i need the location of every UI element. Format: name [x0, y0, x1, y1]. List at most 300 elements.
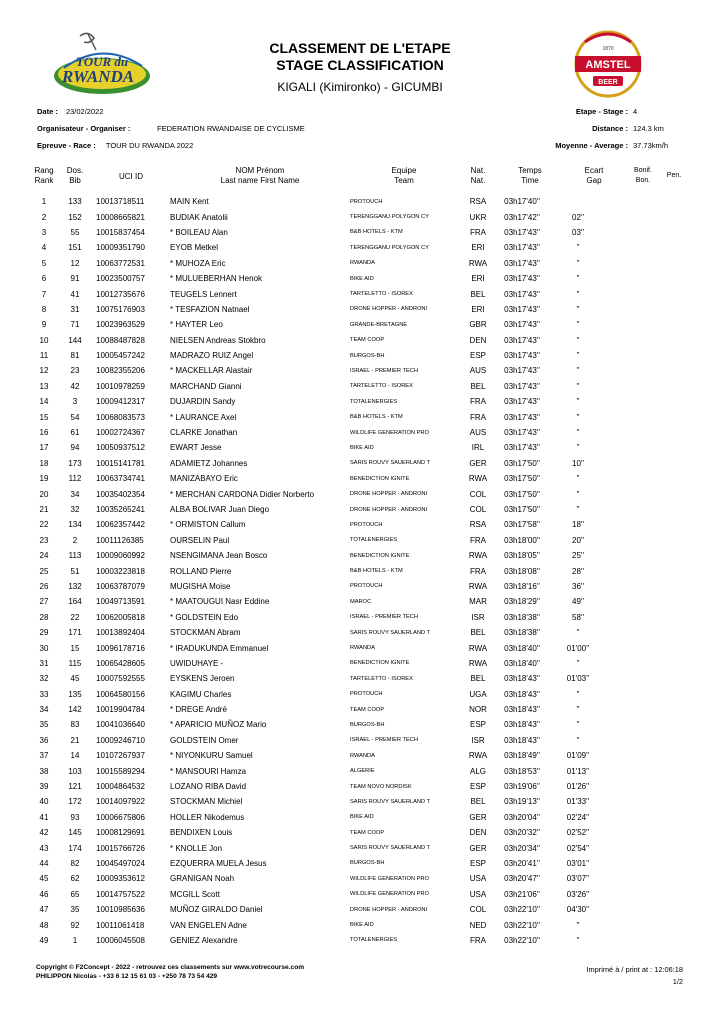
- rank-cell: 19: [39, 474, 49, 484]
- nationality-cell: FRA: [470, 397, 486, 407]
- gap-cell: '': [576, 412, 580, 422]
- time-cell: 03h22'10'': [504, 920, 540, 930]
- gap-cell: '': [576, 428, 580, 438]
- rider-name-cell: DUJARDIN Sandy: [170, 397, 236, 407]
- gap-cell: 02'24'': [566, 812, 590, 822]
- uci-id-cell: 10064580156: [96, 689, 145, 699]
- table-row: [30, 856, 606, 871]
- table-row: [30, 194, 606, 209]
- col-bib-en: Bib: [69, 175, 81, 185]
- amstel-year: 1870: [602, 46, 614, 52]
- race-value: TOUR DU RWANDA 2022: [105, 141, 194, 150]
- table-row: [30, 917, 606, 932]
- rank-cell: 15: [39, 412, 49, 422]
- nationality-cell: BEL: [470, 628, 486, 638]
- gap-cell: 03'': [572, 227, 584, 237]
- team-cell: ISRAEL - PREMIER TECH: [350, 737, 418, 744]
- rank-cell: 45: [39, 874, 49, 884]
- gap-cell: 36'': [572, 581, 584, 591]
- uci-id-cell: 10063734741: [96, 474, 145, 484]
- team-cell: MAROC: [350, 598, 372, 605]
- table-row: [30, 902, 606, 917]
- table-row: [30, 302, 606, 317]
- bib-cell: 2: [72, 535, 78, 545]
- uci-id-cell: 10011061418: [96, 920, 145, 930]
- time-cell: 03h18'38'': [504, 612, 540, 622]
- average-label: Moyenne - Average :: [555, 141, 628, 150]
- col-nat-fr: Nat.: [470, 166, 486, 175]
- rider-name-cell: GOLDSTEIN Omer: [170, 735, 239, 745]
- uci-id-cell: 10009351790: [96, 243, 145, 253]
- gap-cell: '': [576, 628, 580, 638]
- rider-name-cell: * KNOLLE Jon: [170, 843, 223, 853]
- team-cell: ISRAEL - PREMIER TECH: [350, 367, 418, 374]
- bib-cell: 112: [68, 474, 82, 484]
- time-cell: 03h17'50'': [504, 505, 540, 514]
- team-cell: TOTALENERGIES: [350, 937, 398, 944]
- uci-id-cell: 10068083573: [96, 412, 145, 422]
- team-cell: TARTELETTO - ISOREX: [350, 383, 413, 390]
- gap-cell: 03'07'': [566, 874, 590, 884]
- col-bonif-fr: Bonif.: [634, 167, 652, 174]
- nationality-cell: ESP: [469, 858, 486, 868]
- gap-cell: '': [576, 443, 580, 453]
- nationality-cell: ERI: [471, 243, 485, 253]
- time-cell: 03h22'10'': [504, 905, 540, 915]
- bib-cell: 173: [68, 458, 82, 468]
- team-cell: BIKE AID: [350, 814, 374, 821]
- rider-name-cell: EYSKENS Jeroen: [170, 674, 235, 684]
- rider-name-cell: * MAATOUGUI Nasr Eddine: [170, 597, 270, 607]
- rank-cell: 27: [39, 597, 49, 607]
- bib-cell: 32: [70, 505, 80, 514]
- table-row: [30, 225, 606, 240]
- bib-cell: 51: [70, 566, 80, 576]
- team-cell: TARTELETTO - ISOREX: [350, 291, 413, 298]
- rider-name-cell: * MUHOZA Eric: [170, 258, 226, 268]
- time-cell: 03h17'43'': [504, 274, 540, 284]
- rank-cell: 42: [39, 828, 49, 838]
- team-cell: PROTOUCH: [350, 521, 383, 528]
- team-cell: BURGOS-BH: [350, 352, 385, 359]
- bib-cell: 82: [70, 858, 80, 868]
- bib-cell: 121: [68, 782, 82, 792]
- team-cell: ALGERIE: [350, 768, 375, 775]
- rider-name-cell: * DREGE André: [170, 705, 227, 715]
- table-row: [30, 748, 606, 763]
- col-team-en: Team: [394, 175, 414, 185]
- date-value: 23/02/2022: [65, 107, 104, 116]
- organiser-label: Organisateur - Organiser :: [37, 124, 131, 133]
- rank-cell: 44: [39, 858, 49, 868]
- gap-cell: '': [576, 274, 580, 284]
- rank-cell: 39: [39, 782, 49, 792]
- team-cell: TOTALENERGIES: [350, 398, 398, 405]
- rider-name-cell: BENDIXEN Louis: [170, 828, 233, 838]
- rank-cell: 28: [39, 612, 49, 622]
- nationality-cell: UGA: [469, 689, 487, 699]
- rider-name-cell: OURSELIN Paul: [170, 535, 230, 545]
- time-cell: 03h18'53'': [504, 766, 540, 776]
- rider-name-cell: NSENGIMANA Jean Bosco: [170, 551, 268, 561]
- rank-cell: 7: [41, 289, 47, 299]
- rider-name-cell: GENIEZ Alexandre: [170, 935, 238, 945]
- rank-cell: 43: [39, 843, 49, 853]
- distance-label: Distance :: [592, 124, 628, 133]
- time-cell: 03h18'08'': [504, 566, 540, 576]
- rider-name-cell: MCGILL Scott: [170, 889, 220, 899]
- bib-cell: 92: [70, 920, 80, 930]
- bib-cell: 151: [68, 243, 82, 253]
- col-gap-fr: Ecart: [584, 166, 604, 175]
- col-gap-header: [566, 166, 622, 185]
- col-time-en: Time: [521, 175, 539, 185]
- rank-cell: 38: [39, 766, 49, 776]
- gap-cell: 01'00'': [566, 643, 590, 653]
- uci-id-cell: 10075176903: [96, 304, 145, 314]
- rider-name-cell: ADAMIETZ Johannes: [170, 458, 248, 468]
- time-cell: 03h18'05'': [504, 551, 540, 561]
- table-row: [30, 409, 606, 424]
- team-cell: BIKE AID: [350, 444, 374, 451]
- rank-cell: 3: [41, 227, 47, 237]
- table-row: [30, 317, 606, 332]
- gap-cell: '': [576, 920, 580, 930]
- rider-name-cell: EYOB Metkel: [170, 243, 219, 253]
- col-team-header: [354, 166, 454, 185]
- bib-cell: 164: [68, 597, 82, 607]
- gap-cell: 01'09'': [566, 751, 590, 761]
- nationality-cell: RSA: [469, 197, 487, 207]
- uci-id-cell: 10045497024: [96, 858, 145, 868]
- gap-cell: '': [576, 935, 580, 945]
- nationality-cell: USA: [469, 889, 487, 899]
- gap-cell: '': [576, 474, 580, 484]
- bib-cell: 134: [68, 520, 82, 530]
- uci-id-cell: 10011126385: [96, 535, 144, 545]
- nationality-cell: BEL: [470, 674, 486, 684]
- nationality-cell: FRA: [470, 227, 486, 237]
- rank-cell: 11: [39, 351, 49, 361]
- time-cell: 03h17'43'': [504, 428, 540, 438]
- uci-id-cell: 10035265241: [96, 505, 145, 514]
- uci-id-cell: 10008665821: [96, 212, 145, 222]
- bib-cell: 142: [68, 705, 82, 715]
- rank-cell: 16: [39, 428, 49, 438]
- table-row: [30, 640, 606, 655]
- gap-cell: 28'': [572, 566, 584, 576]
- rank-cell: 47: [39, 905, 49, 915]
- uci-id-cell: 10015141781: [96, 458, 145, 468]
- gap-cell: '': [576, 335, 580, 345]
- col-gap-en: Gap: [586, 175, 602, 185]
- rank-cell: 25: [39, 566, 49, 576]
- time-cell: 03h18'00'': [504, 535, 540, 545]
- team-cell: DRONE HOPPER - ANDRONI: [350, 506, 428, 513]
- organiser-value: FEDERATION RWANDAISE DE CYCLISME: [157, 124, 305, 133]
- uci-id-cell: 10065428605: [96, 658, 145, 668]
- bib-cell: 3: [72, 397, 78, 407]
- nationality-cell: COL: [469, 489, 487, 499]
- bib-cell: 1: [72, 935, 78, 945]
- bib-cell: 91: [70, 274, 80, 284]
- rank-cell: 26: [39, 581, 49, 591]
- team-cell: SARIS ROUVY SAUERLAND T: [350, 460, 431, 467]
- col-pen-header: Pen.: [666, 172, 682, 179]
- col-bib-fr: Dos.: [66, 166, 84, 175]
- distance-label-box: [592, 124, 628, 133]
- rider-name-cell: VAN ENGELEN Adne: [170, 920, 247, 930]
- rider-name-cell: * MACKELLAR Alastair: [170, 366, 253, 376]
- table-row: [30, 425, 606, 440]
- time-cell: 03h18'43'': [504, 705, 540, 715]
- time-cell: 03h18'29'': [504, 597, 540, 607]
- table-row: [30, 502, 606, 517]
- uci-id-cell: 10009246710: [96, 735, 145, 745]
- nationality-cell: BEL: [470, 797, 486, 807]
- gap-cell: 01'33'': [566, 797, 590, 807]
- col-team-fr: Equipe: [391, 166, 417, 175]
- col-time-header: [502, 166, 558, 185]
- team-cell: TERENGGANU POLYGON CY: [350, 214, 429, 221]
- gap-cell: '': [576, 351, 580, 361]
- col-uci-header: UCI ID: [119, 172, 143, 181]
- rank-cell: 6: [41, 274, 47, 284]
- bib-cell: 41: [70, 289, 80, 299]
- rank-cell: 10: [39, 335, 49, 345]
- nationality-cell: FRA: [470, 566, 486, 576]
- uci-id-cell: 10035402354: [96, 489, 145, 499]
- uci-id-cell: 10015766726: [96, 843, 145, 853]
- amstel-beer: BEER: [598, 79, 618, 86]
- table-row: [30, 563, 606, 578]
- table-row: [30, 794, 606, 809]
- time-cell: 03h17'43'': [504, 227, 540, 237]
- rider-name-cell: EWART Jesse: [170, 443, 222, 453]
- time-cell: 03h18'43'': [504, 674, 540, 684]
- col-bonif-en: Bon.: [635, 176, 651, 184]
- footer-contact: PHILIPPON Nicolas - +33 6 12 15 61 03 - +250 78 73 54 429: [36, 972, 218, 980]
- bib-cell: 34: [70, 489, 80, 499]
- team-cell: BENEDICTION IGNITE: [350, 475, 410, 482]
- bib-cell: 23: [70, 366, 80, 376]
- uci-id-cell: 10063772531: [96, 258, 145, 268]
- bib-cell: 135: [68, 689, 82, 699]
- bib-cell: 83: [70, 720, 80, 730]
- rank-cell: 4: [41, 243, 47, 253]
- uci-id-cell: 10014757522: [96, 889, 145, 899]
- time-cell: 03h17'58'': [504, 520, 540, 530]
- time-cell: 03h17'43'': [504, 335, 540, 345]
- bib-cell: 171: [68, 628, 82, 638]
- table-row: [30, 209, 606, 224]
- rank-cell: 41: [39, 812, 49, 822]
- uci-id-cell: 10041036640: [96, 720, 145, 730]
- rank-cell: 33: [39, 689, 49, 699]
- uci-id-cell: 10096178716: [96, 643, 145, 653]
- time-cell: 03h17'43'': [504, 304, 540, 314]
- gap-cell: '': [576, 289, 580, 299]
- team-cell: DRONE HOPPER - ANDRONI: [350, 306, 428, 313]
- nationality-cell: GBR: [469, 320, 487, 330]
- uci-id-cell: 10010985636: [96, 905, 145, 915]
- logo-left-line2: RWANDA: [62, 67, 135, 86]
- nationality-cell: FRA: [470, 935, 486, 945]
- uci-id-cell: 10049713591: [96, 597, 145, 607]
- time-cell: 03h18'43'': [504, 689, 540, 699]
- gap-cell: 49'': [572, 597, 584, 607]
- nationality-cell: RWA: [468, 474, 488, 484]
- title-en: STAGE CLASSIFICATION: [276, 57, 444, 73]
- uci-id-cell: 10006045508: [96, 935, 145, 945]
- gap-cell: '': [576, 320, 580, 330]
- nationality-cell: DEN: [469, 335, 487, 345]
- time-cell: 03h17'43'': [504, 243, 540, 253]
- nationality-cell: COL: [469, 905, 487, 915]
- time-cell: 03h20'41'': [504, 858, 540, 868]
- bib-cell: 144: [68, 335, 82, 345]
- table-row: [30, 533, 606, 548]
- table-row: [30, 840, 606, 855]
- table-row: [30, 271, 606, 286]
- bib-cell: 15: [70, 643, 80, 653]
- uci-id-cell: 10063787079: [96, 581, 145, 591]
- team-cell: DRONE HOPPER - ANDRONI: [350, 491, 428, 498]
- logo-left-line1: TOUR du: [76, 54, 129, 69]
- uci-id-cell: 10005457242: [96, 351, 145, 361]
- rider-name-cell: TEUGELS Lennert: [170, 289, 237, 299]
- uci-id-cell: 10009353612: [96, 874, 145, 884]
- rider-name-cell: * HAYTER Leo: [170, 320, 223, 330]
- nationality-cell: BEL: [470, 289, 486, 299]
- uci-id-cell: 10003223818: [96, 566, 145, 576]
- bib-cell: 65: [70, 889, 80, 899]
- time-cell: 03h20'32'': [504, 828, 540, 838]
- gap-cell: 25'': [572, 551, 584, 561]
- bib-cell: 61: [70, 428, 80, 438]
- rank-cell: 48: [39, 920, 49, 930]
- nationality-cell: USA: [469, 874, 487, 884]
- rider-name-cell: MARCHAND Gianni: [170, 381, 242, 391]
- bib-cell: 22: [70, 612, 80, 622]
- team-cell: DRONE HOPPER - ANDRONI: [350, 906, 428, 913]
- time-cell: 03h18'38'': [504, 628, 540, 638]
- average-label-box: [555, 141, 628, 150]
- gap-cell: [550, 194, 606, 209]
- rider-name-cell: ALBA BOLIVAR Juan Diego: [170, 505, 270, 514]
- gap-cell: '': [576, 258, 580, 268]
- gap-cell: '': [576, 489, 580, 499]
- col-time-fr: Temps: [518, 166, 542, 175]
- bib-cell: 172: [68, 797, 82, 807]
- rank-cell: 13: [39, 381, 49, 391]
- amstel-logo: [565, 28, 651, 98]
- rider-name-cell: * ORMISTON Callum: [170, 520, 246, 530]
- table-row: [30, 887, 606, 902]
- table-row: [30, 579, 606, 594]
- nationality-cell: ESP: [469, 782, 486, 792]
- nationality-cell: RWA: [468, 581, 488, 591]
- team-cell: BIKE AID: [350, 275, 374, 282]
- uci-id-cell: 10015837454: [96, 227, 145, 237]
- distance-value: 124.3 km: [633, 124, 664, 133]
- bib-cell: 132: [68, 581, 82, 591]
- bib-cell: 94: [70, 443, 80, 453]
- nationality-cell: RSA: [469, 520, 487, 530]
- footer-copyright: Copyright © F2Concept - 2022 - retrouvez ces classements sur www.votrecourse.com: [36, 964, 305, 971]
- time-cell: 03h20'34'': [504, 843, 540, 853]
- team-cell: TEAM NOVO NORDISK: [350, 783, 412, 790]
- team-cell: RWANDA: [350, 645, 375, 652]
- table-row: [30, 594, 606, 609]
- gap-cell: '': [576, 735, 580, 745]
- gap-cell: 03'26'': [566, 889, 590, 899]
- rider-name-cell: ROLLAND Pierre: [170, 566, 232, 576]
- bib-cell: 62: [70, 874, 80, 884]
- stage-route: KIGALI (Kimironko) - GICUMBI: [277, 80, 443, 94]
- rank-cell: 37: [39, 751, 49, 761]
- rider-name-cell: HOLLER Nikodemus: [170, 812, 245, 822]
- footer-page-number: 1/2: [672, 977, 683, 986]
- bib-cell: 55: [70, 227, 80, 237]
- table-row: [30, 240, 606, 255]
- gap-cell: 10'': [572, 458, 584, 468]
- rank-cell: 20: [39, 489, 49, 499]
- rank-cell: 36: [39, 735, 49, 745]
- gap-cell: '': [576, 397, 580, 407]
- rider-name-cell: MUÑOZ GIRALDO Daniel: [170, 905, 263, 915]
- tour-du-rwanda-logo: [44, 28, 156, 98]
- nationality-cell: NOR: [469, 705, 487, 715]
- time-cell: 03h21'06'': [504, 889, 540, 899]
- uci-id-cell: 10015589294: [96, 766, 145, 776]
- col-nat-header: [462, 166, 494, 185]
- rider-name-cell: BUDIAK Anatolii: [170, 212, 228, 222]
- table-row: [30, 656, 606, 671]
- nationality-cell: COL: [469, 505, 487, 514]
- rank-cell: 31: [39, 658, 49, 668]
- team-cell: BURGOS-BH: [350, 860, 385, 867]
- nationality-cell: FRA: [470, 535, 486, 545]
- rider-name-cell: MANIZABAYO Eric: [170, 474, 238, 484]
- team-cell: BENEDICTION IGNITE: [350, 552, 410, 559]
- rider-name-cell: * LAURANCE Axel: [170, 412, 237, 422]
- rider-name-cell: * BOILEAU Alan: [170, 227, 228, 237]
- col-name-en: Last name First Name: [220, 175, 300, 185]
- uci-id-cell: 10050937512: [96, 443, 145, 453]
- rider-name-cell: STOCKMAN Michiel: [170, 797, 243, 807]
- time-cell: 03h17'50'': [504, 458, 540, 468]
- col-nat-en: Nat.: [470, 175, 486, 185]
- gap-cell: 01'26'': [566, 782, 590, 792]
- bib-cell: 174: [68, 843, 82, 853]
- col-bib-header: [58, 166, 92, 185]
- team-cell: WILDLIFE GENERATION PRO: [350, 429, 429, 436]
- rank-cell: 34: [39, 705, 49, 715]
- uci-id-cell: 10082355206: [96, 366, 145, 376]
- uci-id-cell: 10004864532: [96, 782, 145, 792]
- team-cell: SARIS ROUVY SAUERLAND T: [350, 629, 431, 636]
- bib-cell: 31: [70, 304, 80, 314]
- col-name-fr: NOM Prénom: [235, 166, 285, 175]
- gap-cell: '': [576, 705, 580, 715]
- team-cell: TOTALENERGIES: [350, 537, 398, 544]
- nationality-cell: ISR: [471, 735, 485, 745]
- team-cell: BIKE AID: [350, 922, 374, 929]
- team-cell: B&B HOTELS - KTM: [350, 568, 403, 575]
- table-row: [30, 779, 606, 794]
- bib-cell: 45: [70, 674, 80, 684]
